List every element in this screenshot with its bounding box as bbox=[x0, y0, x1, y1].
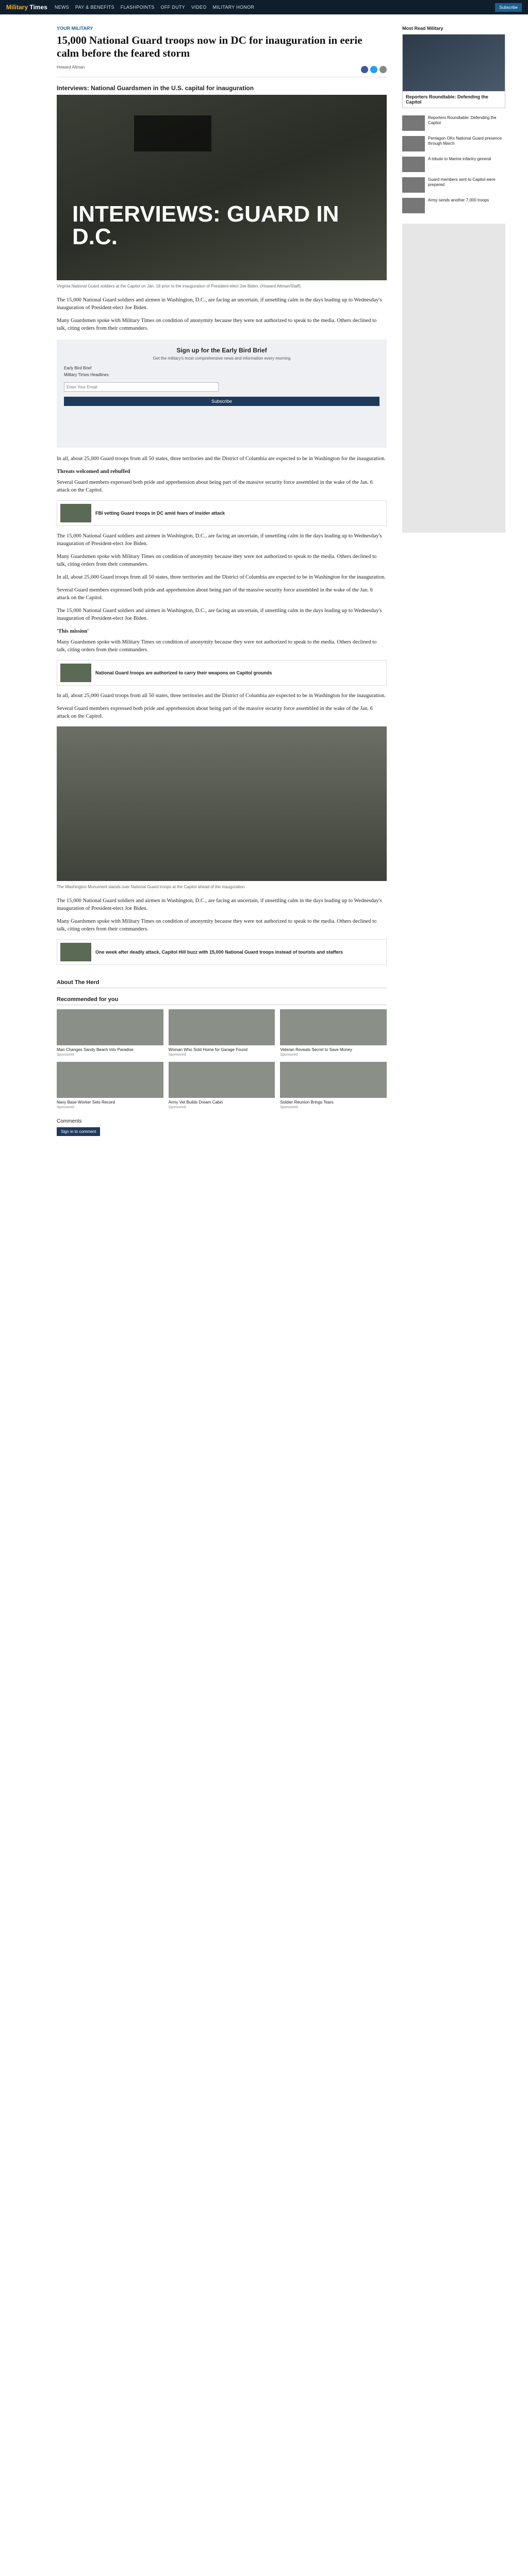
rec-image bbox=[57, 1062, 163, 1098]
sidebar-item[interactable] bbox=[402, 198, 505, 213]
paragraph: Several Guard members expressed both pride and apprehension about being part of the massive security force assembled in the wake of the Jan. 6 attack on the Capitol. bbox=[57, 706, 373, 719]
sidebar-thumb bbox=[402, 157, 425, 172]
recommended-title: Recommended for you bbox=[57, 996, 387, 1005]
rec-title: Navy Base Worker Sets Record bbox=[57, 1100, 115, 1105]
rec-image bbox=[57, 1009, 163, 1045]
related-title: One week after deadly attack, Capitol Hill buzz with 15,000 National Guard troops instead of tourists and staffers bbox=[95, 950, 343, 955]
rec-title: Veteran Reveals Secret to Save Money bbox=[280, 1047, 352, 1052]
paragraph: The 15,000 National Guard soldiers and airmen in Washington, D.C., are facing an uncertain, if unsettling calm in the days leading up to Wednesday's inauguration of President-elect Joe Biden. bbox=[57, 898, 382, 911]
video-overlay bbox=[134, 115, 211, 151]
paragraph: In all, about 25,000 Guard troops from all 50 states, three territories and the District of Columbia are expected to be in Washington for the inauguration. bbox=[57, 456, 386, 462]
rec-title: Man Changes Sandy Beach Into Paradise bbox=[57, 1047, 134, 1052]
rec-image bbox=[169, 1009, 275, 1045]
nav-pay[interactable]: PAY & BENEFITS bbox=[75, 5, 114, 10]
footer-section bbox=[57, 979, 387, 1136]
sidebar-item-text: Guard members sent to Capitol were prepared bbox=[428, 177, 496, 187]
paragraph: Many Guardsmen spoke with Military Times on condition of anonymity because they were not authorized to speak to the media. Others declined to talk, citing orders from their commanders. bbox=[57, 318, 377, 331]
site-logo[interactable]: Military Times bbox=[6, 4, 47, 11]
nav-video[interactable]: VIDEO bbox=[191, 5, 207, 10]
recommended-item[interactable] bbox=[169, 1009, 275, 1057]
comments-title: Comments bbox=[57, 1118, 82, 1124]
rec-image bbox=[169, 1062, 275, 1098]
paragraph: In all, about 25,000 Guard troops from all 50 states, three territories and the District of Columbia are expected to be in Washington for the inauguration. bbox=[57, 574, 386, 580]
related-title: National Guard troops are authorized to carry their weapons on Capitol grounds bbox=[95, 670, 272, 675]
rec-image bbox=[280, 1062, 387, 1098]
recommended-item[interactable] bbox=[280, 1062, 387, 1109]
paragraph: Several Guard members expressed both pride and apprehension about being part of the massive security force assembled in the wake of the Jan. 6 attack on the Capitol. bbox=[57, 587, 373, 601]
sidebar-item[interactable] bbox=[402, 157, 505, 172]
sidebar-item-text: Reporters Roundtable: Defending the Capitol bbox=[428, 115, 497, 125]
sidebar-feature-title: Reporters Roundtable: Defending the Capitol bbox=[406, 94, 489, 105]
signup-title: Sign up for the Early Bird Brief bbox=[176, 347, 267, 354]
sidebar-thumb bbox=[402, 198, 425, 213]
signup-subscribe-button[interactable]: Subscribe bbox=[64, 397, 380, 406]
subhead: 'This mission' bbox=[57, 629, 89, 634]
share-icons bbox=[361, 66, 387, 73]
article-title: 15,000 National Guard troops now in DC for inauguration in eerie calm before the feared storm bbox=[57, 34, 362, 59]
rec-label: Sponsored bbox=[168, 1106, 186, 1109]
recommended-item[interactable] bbox=[280, 1009, 387, 1057]
paragraph: In all, about 25,000 Guard troops from all 50 states, three territories and the District of Columbia are expected to be in Washington for the inauguration. bbox=[57, 693, 386, 699]
nav-honor[interactable]: MILITARY HONOR bbox=[212, 5, 255, 10]
article-kicker[interactable]: YOUR MILITARY bbox=[57, 26, 93, 31]
rec-label: Sponsored bbox=[280, 1053, 298, 1057]
paragraph: The 15,000 National Guard soldiers and airmen in Washington, D.C., are facing an uncertain, if unsettling calm in the days leading up to Wednesday's inauguration of President-elect Joe Biden. bbox=[57, 297, 382, 311]
page-body bbox=[0, 14, 528, 971]
related-title: FBI vetting Guard troops in DC amid fears of insider attack bbox=[95, 511, 225, 516]
related-link[interactable] bbox=[57, 939, 387, 965]
article-photo bbox=[57, 726, 387, 881]
signup-subtitle: Get the military's most comprehensive news and information every morning bbox=[153, 356, 291, 361]
article-main bbox=[57, 14, 387, 971]
sidebar-item[interactable] bbox=[402, 115, 505, 131]
signup-option-1[interactable]: Early Bird Brief bbox=[64, 366, 92, 370]
rec-image bbox=[280, 1009, 387, 1045]
paragraph: Many Guardsmen spoke with Military Times on condition of anonymity because they were not authorized to speak to the media. Others declined to talk, citing orders from their commanders. bbox=[57, 919, 377, 932]
nav-off-duty[interactable]: OFF DUTY bbox=[160, 5, 185, 10]
article-byline[interactable]: Howard Altman bbox=[57, 65, 85, 70]
newsletter-signup bbox=[57, 340, 387, 448]
rec-title: Army Vet Builds Dream Cabin bbox=[168, 1100, 223, 1105]
video-title: INTERVIEWS: GUARD IN D.C. bbox=[72, 201, 339, 249]
sidebar-item-text: Pentagon OKs National Guard presence through March bbox=[428, 136, 502, 146]
paragraph: The 15,000 National Guard soldiers and airmen in Washington, D.C., are facing an uncertain, if unsettling calm in the days leading up to Wednesday's inauguration of President-elect Joe Biden. bbox=[57, 533, 382, 547]
rec-label: Sponsored bbox=[280, 1106, 298, 1109]
top-navigation-bar bbox=[0, 0, 528, 14]
sidebar-item-text: Army sends another 7,000 troops bbox=[428, 198, 489, 202]
sidebar-item[interactable] bbox=[402, 177, 505, 193]
paragraph: Many Guardsmen spoke with Military Times on condition of anonymity because they were not authorized to speak to the media. Others declined to talk, citing orders from their commanders. bbox=[57, 639, 377, 653]
byline-row bbox=[57, 65, 387, 77]
rec-label: Sponsored bbox=[57, 1106, 74, 1109]
nav-news[interactable]: NEWS bbox=[54, 5, 70, 10]
email-input[interactable] bbox=[64, 382, 219, 392]
related-thumbnail bbox=[60, 504, 91, 522]
sidebar-feature-image bbox=[403, 35, 505, 91]
rec-title: Woman Who Sold Home for Garage Found bbox=[168, 1047, 248, 1052]
photo-caption: The Washington Monument stands over National Guard troops at the Capitol ahead of the inauguration. bbox=[57, 885, 246, 889]
sidebar-item-text: A tribute to Marine infantry general bbox=[428, 157, 491, 161]
recommended-grid bbox=[57, 1009, 387, 1109]
sidebar-ad[interactable] bbox=[402, 224, 505, 533]
sidebar-thumb bbox=[402, 136, 425, 151]
nav-flashpoints[interactable]: FLASHPOINTS bbox=[120, 5, 155, 10]
email-icon[interactable] bbox=[380, 66, 387, 73]
subscribe-button[interactable]: Subscribe bbox=[495, 3, 522, 12]
related-link[interactable] bbox=[57, 660, 387, 686]
related-thumbnail bbox=[60, 943, 91, 961]
recommended-item[interactable] bbox=[57, 1009, 163, 1057]
rec-label: Sponsored bbox=[57, 1053, 74, 1057]
sidebar-feature[interactable] bbox=[402, 34, 505, 108]
comments-section bbox=[57, 1118, 387, 1136]
paragraph: The 15,000 National Guard soldiers and airmen in Washington, D.C., are facing an uncertain, if unsettling calm in the days leading up to Wednesday's inauguration of President-elect Joe Biden. bbox=[57, 608, 382, 621]
subhead: Threats welcomed and rebuffed bbox=[57, 469, 130, 474]
facebook-icon[interactable] bbox=[361, 66, 368, 73]
comments-signin-button[interactable]: Sign in to comment bbox=[57, 1127, 100, 1136]
sidebar-thumb bbox=[402, 115, 425, 131]
sidebar-thumb bbox=[402, 177, 425, 193]
recommended-item[interactable] bbox=[169, 1062, 275, 1109]
paragraph: Several Guard members expressed both pride and apprehension about being part of the massive security force assembled in the wake of the Jan. 6 attack on the Capitol. bbox=[57, 480, 373, 493]
video-caption: Virginia National Guard soldiers at the Capitol on Jan. 18 prior to the inauguration of President-elect Joe Biden. (Howard Altman/Staff) bbox=[57, 284, 301, 289]
video-headline: Interviews: National Guardsmen in the U.S. capital for inauguration bbox=[57, 84, 254, 92]
video-player[interactable] bbox=[57, 95, 387, 280]
paragraph: Many Guardsmen spoke with Military Times on condition of anonymity because they were not authorized to speak to the media. Others declined to talk, citing orders from their commanders. bbox=[57, 554, 377, 567]
sidebar-head: Most Read Military bbox=[402, 26, 443, 31]
rec-title: Soldier Reunion Brings Tears bbox=[280, 1100, 334, 1105]
sidebar bbox=[402, 14, 505, 971]
recommended-item[interactable] bbox=[57, 1062, 163, 1109]
twitter-icon[interactable] bbox=[370, 66, 377, 73]
signup-option-2[interactable]: Military Times Headlines bbox=[64, 372, 109, 377]
about-title: About The Herd bbox=[57, 979, 387, 988]
related-link[interactable] bbox=[57, 500, 387, 526]
sidebar-item[interactable] bbox=[402, 136, 505, 151]
related-thumbnail bbox=[60, 664, 91, 682]
rec-label: Sponsored bbox=[168, 1053, 186, 1057]
